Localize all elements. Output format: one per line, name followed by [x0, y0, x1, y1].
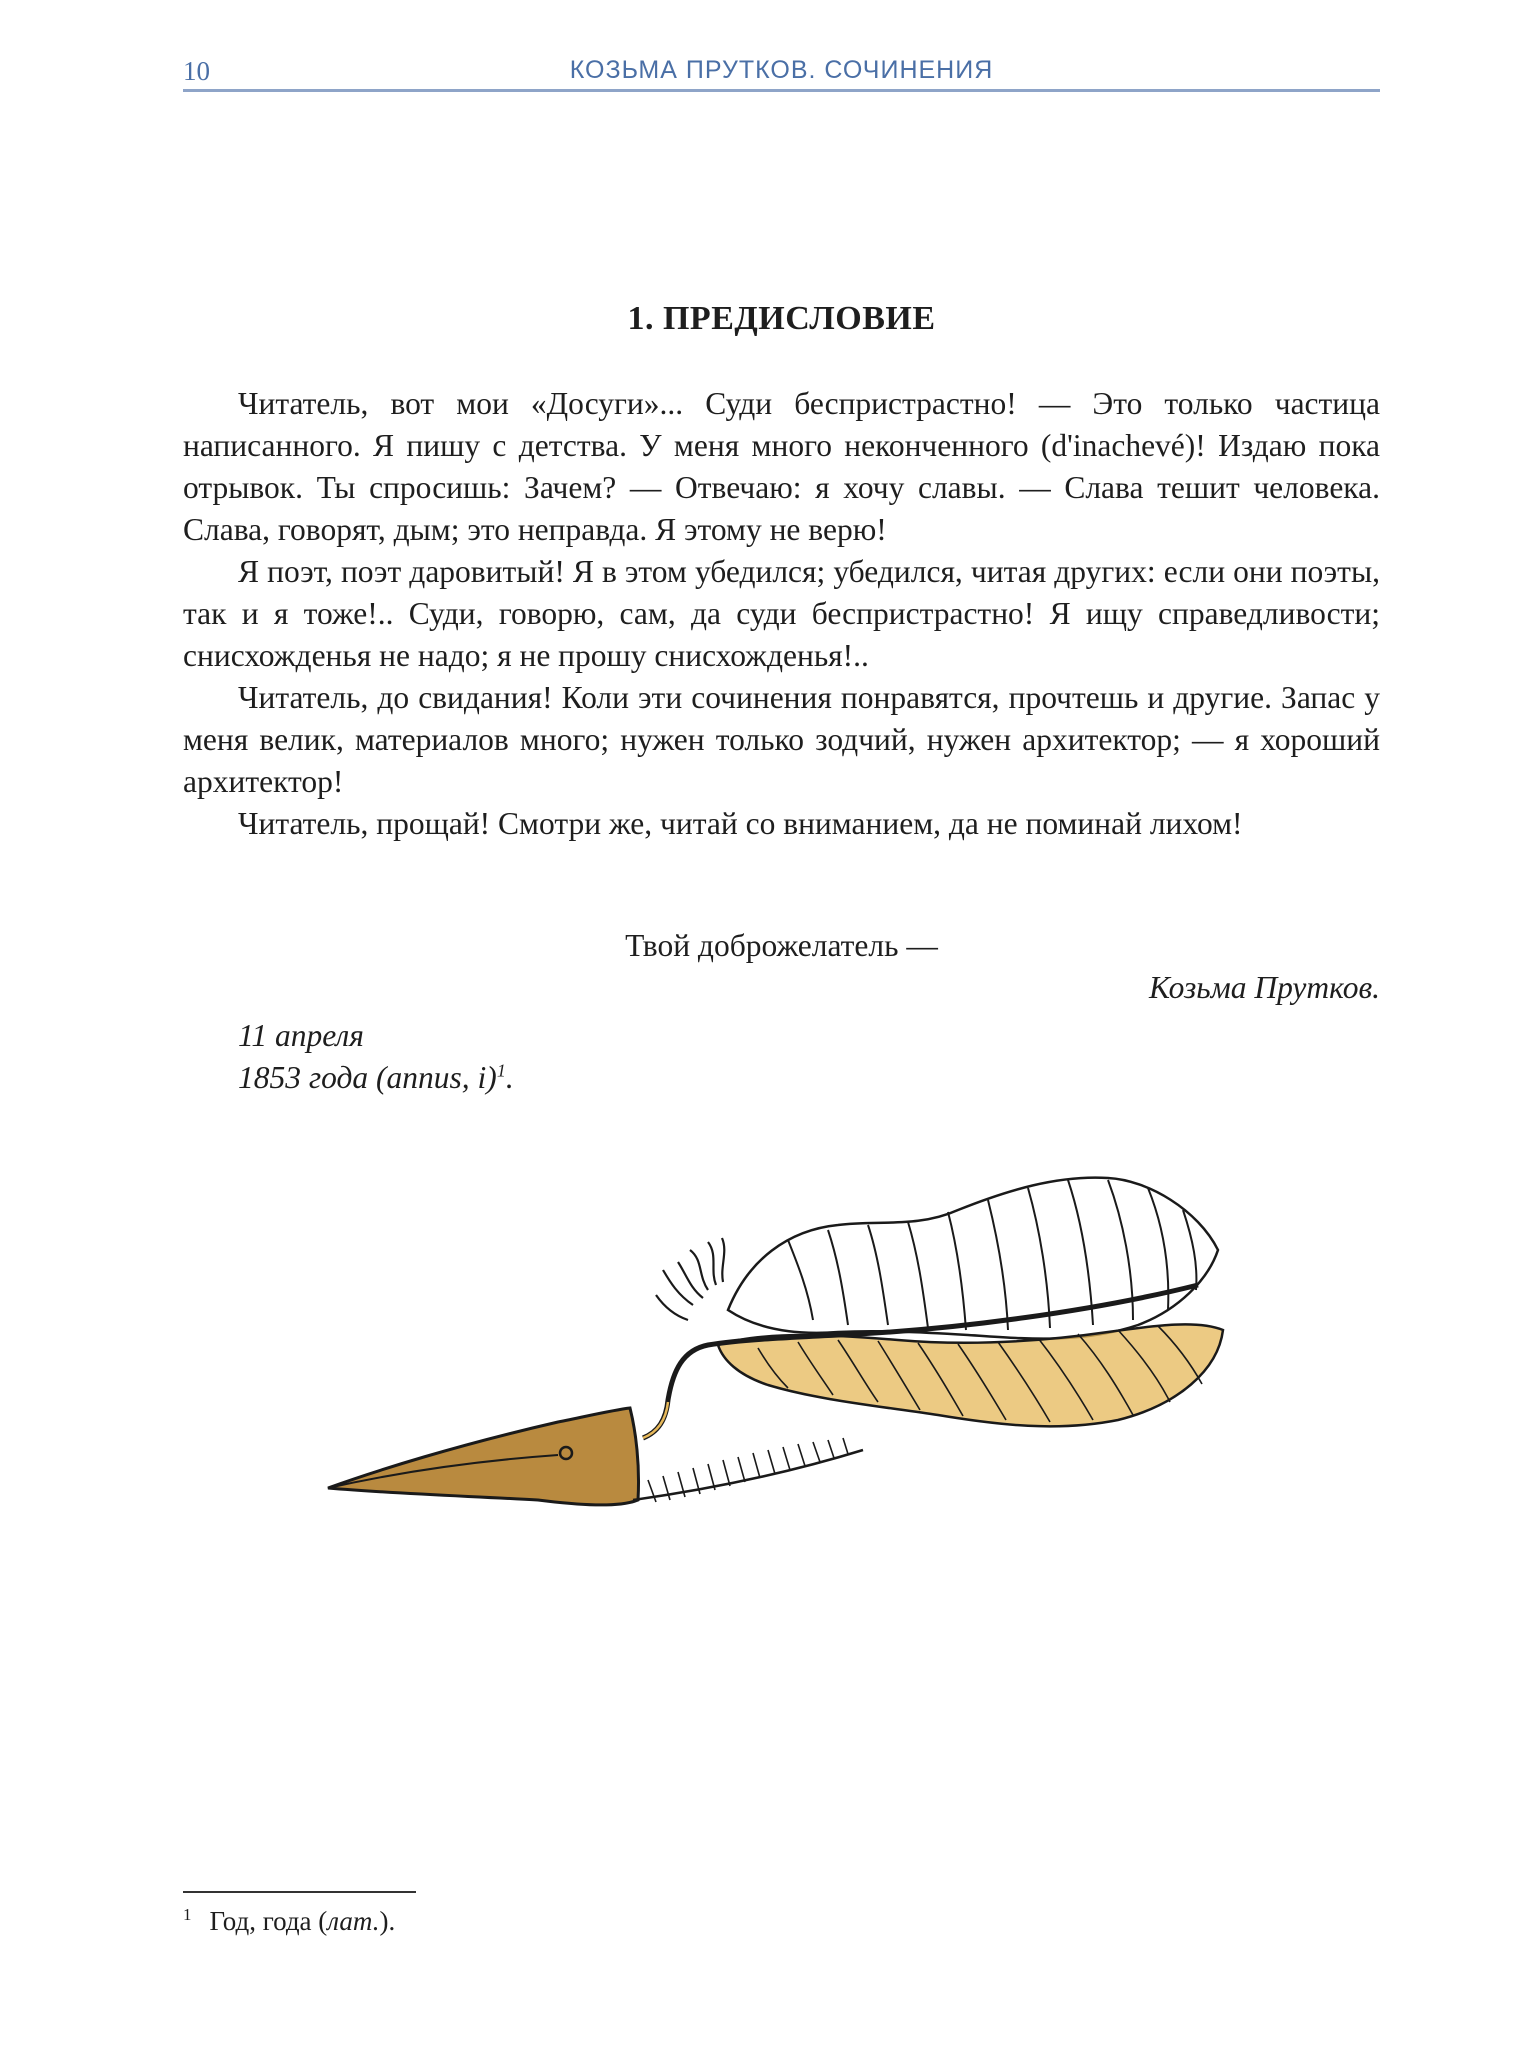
footnote-rule: [183, 1891, 416, 1893]
footnote-mark: 1: [183, 1905, 192, 1924]
header-rule: [183, 89, 1380, 92]
running-header: [183, 48, 1380, 92]
year-text: 1853 года (annus, i): [238, 1060, 497, 1095]
feather-vane-upper: [728, 1178, 1218, 1339]
footnote: [183, 1903, 395, 1939]
year-line: [238, 1057, 514, 1099]
footnote-italic: лат.: [327, 1906, 380, 1936]
chapter-title: 1. ПРЕДИСЛОВИЕ: [627, 300, 936, 337]
pen-nib: [328, 1408, 639, 1505]
year-trailing: .: [505, 1060, 514, 1095]
paragraph: Я поэт, поэт даровитый! Я в этом убедился; убедился, читая других: если они поэты, так и я тоже!.. Суди, говорю, сам, да суди беспристрастно! Я ищу справедливости; снисхожденья не надо; я не прошу снисхожденья!..: [183, 554, 1380, 673]
footnote-reference: 1: [496, 1060, 506, 1081]
closing-line: Твой доброжелатель —: [625, 928, 938, 963]
quill-pen-illustration: [318, 1170, 1238, 1515]
paragraph: Читатель, до свидания! Коли эти сочинения понравятся, прочтешь и другие. Запас у меня велик, материалов много; нужен только зодчий, нужен архитектор; — я хороший архитектор!: [183, 680, 1380, 799]
paragraph: Читатель, вот мои «Досуги»... Суди беспристрастно! — Это только частица написанного. Я пишу с детства. У меня много неконченного (d'inachevé)! Издаю пока отрывок. Ты спросишь: Зачем? — Отвечаю: я хочу славы. — Слава тешит человека. Слава, говорят, дым; это неправда. Я этому не верю!: [183, 386, 1380, 547]
paragraph: Читатель, прощай! Смотри же, читай со вниманием, да не поминай лихом!: [238, 806, 1243, 841]
date-line: 11 апреля: [238, 1018, 364, 1053]
footnote-text: Год, года (: [209, 1906, 328, 1936]
body-text: [183, 383, 1380, 845]
footnote-end: ).: [379, 1906, 396, 1936]
date-block: [238, 1015, 514, 1099]
page-number: 10: [183, 56, 210, 86]
signature-block: [183, 925, 1380, 1009]
running-title: КОЗЬМА ПРУТКОВ. СОЧИНЕНИЯ: [569, 56, 994, 84]
feather-fluff: [656, 1238, 724, 1320]
author-signature: Козьма Прутков.: [1148, 970, 1380, 1005]
